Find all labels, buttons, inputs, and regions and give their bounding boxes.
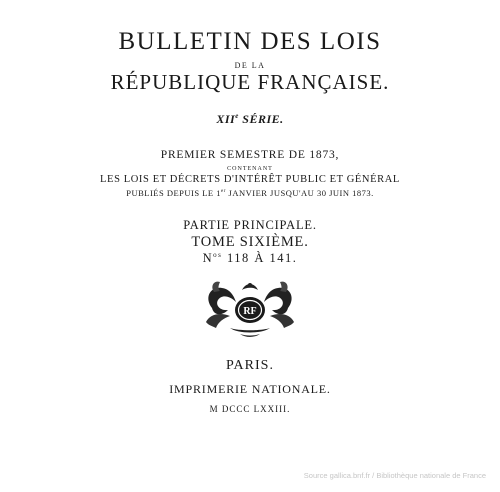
numbers-prefix: N — [202, 251, 214, 266]
part-label: PARTIE PRINCIPALE. — [183, 218, 317, 232]
semester-heading: PREMIER SEMESTRE DE 1873, — [160, 149, 340, 161]
bulletin-title: BULLETIN DES LOIS — [118, 28, 382, 55]
numbers-suffix: 118 À 141. — [222, 251, 298, 266]
emblem-monogram: RF — [243, 306, 257, 317]
year-label: M DCCC LXXIII. — [209, 404, 291, 414]
city-label: PARIS. — [226, 358, 274, 373]
republic-emblem-icon — [200, 278, 300, 340]
series-label — [0, 112, 500, 127]
series-suffix: SÉRIE. — [238, 112, 284, 126]
contents-label: CONTENANT — [227, 166, 273, 172]
period-start: PUBLIÉS DEPUIS LE 1 — [126, 188, 221, 198]
tome-label: TOME SIXIÈME. — [191, 234, 309, 250]
issue-numbers — [0, 251, 500, 266]
republic-title: RÉPUBLIQUE FRANÇAISE. — [110, 70, 390, 94]
period-sup: er — [221, 189, 226, 195]
contents-description: LES LOIS ET DÉCRETS D'INTÉRÊT PUBLIC ET GÉNÉRAL — [100, 174, 400, 185]
source-watermark: Source gallica.bnf.fr / Bibliothèque nationale de France — [303, 471, 486, 480]
series-sup: e — [235, 112, 239, 120]
publication-period — [0, 188, 500, 198]
series-prefix: XII — [216, 112, 236, 126]
period-end: JANVIER JUSQU'AU 30 JUIN 1873. — [225, 188, 374, 198]
title-connector: DE LA — [234, 61, 266, 70]
numbers-sup: os — [213, 251, 223, 259]
printer-label: IMPRIMERIE NATIONALE. — [169, 382, 331, 396]
